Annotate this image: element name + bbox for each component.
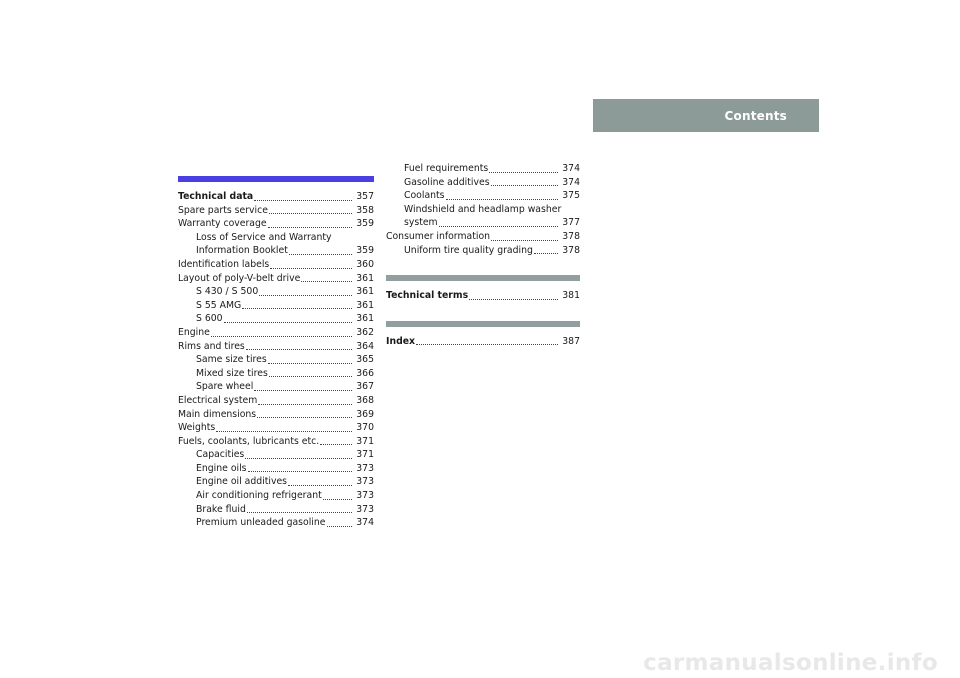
toc-entry-label: Spare parts service bbox=[178, 204, 268, 216]
toc-entry-page: 381 bbox=[562, 290, 580, 302]
toc-entry[interactable] bbox=[178, 367, 374, 381]
toc-entry-page: 374 bbox=[562, 176, 580, 188]
toc-entry-label: Uniform tire quality grading bbox=[404, 244, 533, 256]
toc-entry-page: 357 bbox=[356, 191, 374, 202]
toc-entry-label: Technical data bbox=[178, 191, 254, 202]
toc-entry-page: 361 bbox=[356, 299, 374, 311]
toc-entry-text: Windshield and headlamp washer bbox=[404, 203, 562, 215]
toc-entry-label: S 430 / S 500 bbox=[196, 286, 259, 298]
toc-list-left bbox=[178, 190, 374, 530]
toc-entry-label: Fuel requirements bbox=[404, 163, 489, 174]
toc-list-right bbox=[386, 162, 580, 257]
toc-entry-label: Index bbox=[386, 335, 416, 347]
toc-entry[interactable] bbox=[178, 312, 374, 326]
toc-entry-page: 366 bbox=[356, 367, 374, 379]
toc-entry-text: Loss of Service and Warranty bbox=[196, 231, 332, 243]
toc-entry[interactable] bbox=[386, 176, 580, 190]
toc-entry-page: 360 bbox=[356, 258, 374, 270]
toc-entry-page: 371 bbox=[356, 449, 374, 461]
toc-entry-label: Brake fluid bbox=[196, 503, 246, 515]
toc-entry-label: Coolants bbox=[404, 190, 445, 202]
toc-entry-label: Layout of poly-V-belt drive bbox=[178, 272, 301, 284]
toc-entry[interactable] bbox=[178, 217, 374, 231]
toc-entry-label: Mixed size tires bbox=[196, 367, 268, 379]
header-title: Contents bbox=[724, 108, 787, 123]
section-bar-technical-terms bbox=[386, 275, 580, 281]
toc-entry-page: 368 bbox=[356, 394, 374, 406]
toc-entry-label: Gasoline additives bbox=[404, 176, 490, 188]
toc-entry-label: Weights bbox=[178, 422, 216, 434]
toc-entry[interactable] bbox=[178, 299, 374, 313]
toc-entry-page: 378 bbox=[562, 244, 580, 256]
toc-entry-page: 373 bbox=[356, 490, 374, 502]
toc-entry[interactable] bbox=[178, 380, 374, 394]
toc-entry[interactable] bbox=[178, 408, 374, 422]
toc-entry-page: 374 bbox=[562, 163, 580, 174]
toc-entry[interactable] bbox=[178, 448, 374, 462]
toc-entry-label: Engine oils bbox=[196, 462, 247, 474]
section-bar-index bbox=[386, 321, 580, 327]
toc-entry[interactable] bbox=[178, 190, 374, 204]
toc-entry[interactable] bbox=[178, 489, 374, 503]
toc-entry[interactable] bbox=[178, 340, 374, 354]
toc-left-column bbox=[178, 176, 374, 530]
toc-entry-label: Rims and tires bbox=[178, 340, 245, 352]
toc-entry-page: 373 bbox=[356, 476, 374, 488]
toc-entry-label: Air conditioning refrigerant bbox=[196, 490, 322, 502]
toc-entry[interactable] bbox=[178, 475, 374, 489]
toc-entry-label: Engine oil additives bbox=[196, 476, 288, 488]
toc-entry[interactable] bbox=[178, 204, 374, 218]
toc-entry[interactable] bbox=[386, 216, 580, 230]
toc-entry[interactable] bbox=[178, 503, 374, 517]
toc-entry-page: 359 bbox=[356, 245, 374, 257]
toc-entry[interactable] bbox=[178, 326, 374, 340]
toc-entry-page: 358 bbox=[356, 204, 374, 216]
toc-entry[interactable] bbox=[178, 435, 374, 449]
toc-entry-label: Capacities bbox=[196, 449, 245, 461]
watermark-text: carmanualsonline.info bbox=[643, 650, 938, 676]
toc-entry-label: Spare wheel bbox=[196, 381, 254, 393]
toc-right-column bbox=[386, 162, 580, 348]
toc-entry[interactable] bbox=[386, 162, 580, 176]
toc-entry[interactable] bbox=[178, 516, 374, 530]
toc-entry-page: 370 bbox=[356, 422, 374, 434]
toc-entry-page: 361 bbox=[356, 286, 374, 298]
toc-entry-page: 365 bbox=[356, 354, 374, 366]
toc-entry-label: Consumer information bbox=[386, 230, 491, 242]
toc-entry-technical-terms[interactable] bbox=[386, 289, 580, 303]
toc-entry[interactable] bbox=[178, 285, 374, 299]
toc-entry-label: Same size tires bbox=[196, 354, 267, 366]
toc-entry-label: Premium unleaded gasoline bbox=[196, 517, 326, 529]
toc-entry-page: 387 bbox=[562, 335, 580, 347]
toc-entry[interactable] bbox=[178, 272, 374, 286]
toc-entry[interactable] bbox=[178, 244, 374, 258]
toc-entry-page: 364 bbox=[356, 340, 374, 352]
toc-entry-label: Identification labels bbox=[178, 258, 270, 270]
toc-entry-label: Electrical system bbox=[178, 394, 258, 406]
toc-entry-label: S 600 bbox=[196, 313, 223, 325]
toc-entry-label: system bbox=[404, 217, 438, 229]
toc-entry-label: Engine bbox=[178, 326, 210, 338]
toc-entry-label: S 55 AMG bbox=[196, 299, 242, 311]
toc-entry-page: 375 bbox=[562, 190, 580, 202]
toc-entry-page: 359 bbox=[356, 218, 374, 230]
toc-entry-label: Fuels, coolants, lubricants etc. bbox=[178, 435, 320, 447]
toc-entry-page: 361 bbox=[356, 313, 374, 325]
toc-entry-label: Technical terms bbox=[386, 290, 469, 302]
toc-entry[interactable] bbox=[386, 244, 580, 258]
toc-entry-label: Main dimensions bbox=[178, 408, 257, 420]
toc-entry-page: 371 bbox=[356, 435, 374, 447]
toc-entry-label: Warranty coverage bbox=[178, 218, 267, 230]
toc-entry-page: 367 bbox=[356, 381, 374, 393]
toc-entry-page: 361 bbox=[356, 272, 374, 284]
toc-entry[interactable] bbox=[178, 421, 374, 435]
toc-entry[interactable] bbox=[386, 189, 580, 203]
toc-entry[interactable] bbox=[386, 230, 580, 244]
toc-entry[interactable] bbox=[178, 258, 374, 272]
toc-entry-page: 373 bbox=[356, 503, 374, 515]
toc-entry[interactable] bbox=[178, 353, 374, 367]
toc-entry-page: 362 bbox=[356, 326, 374, 338]
toc-entry-page: 373 bbox=[356, 462, 374, 474]
toc-entry-page: 377 bbox=[562, 217, 580, 229]
toc-entry-index[interactable] bbox=[386, 335, 580, 349]
toc-entry[interactable] bbox=[178, 462, 374, 476]
toc-entry-page: 378 bbox=[562, 230, 580, 242]
section-bar-technical-data bbox=[178, 176, 374, 182]
toc-entry-label: Information Booklet bbox=[196, 245, 288, 257]
header-contents-tab bbox=[593, 99, 819, 132]
toc-entry-page: 369 bbox=[356, 408, 374, 420]
toc-entry-page: 374 bbox=[356, 517, 374, 529]
toc-entry[interactable] bbox=[178, 394, 374, 408]
